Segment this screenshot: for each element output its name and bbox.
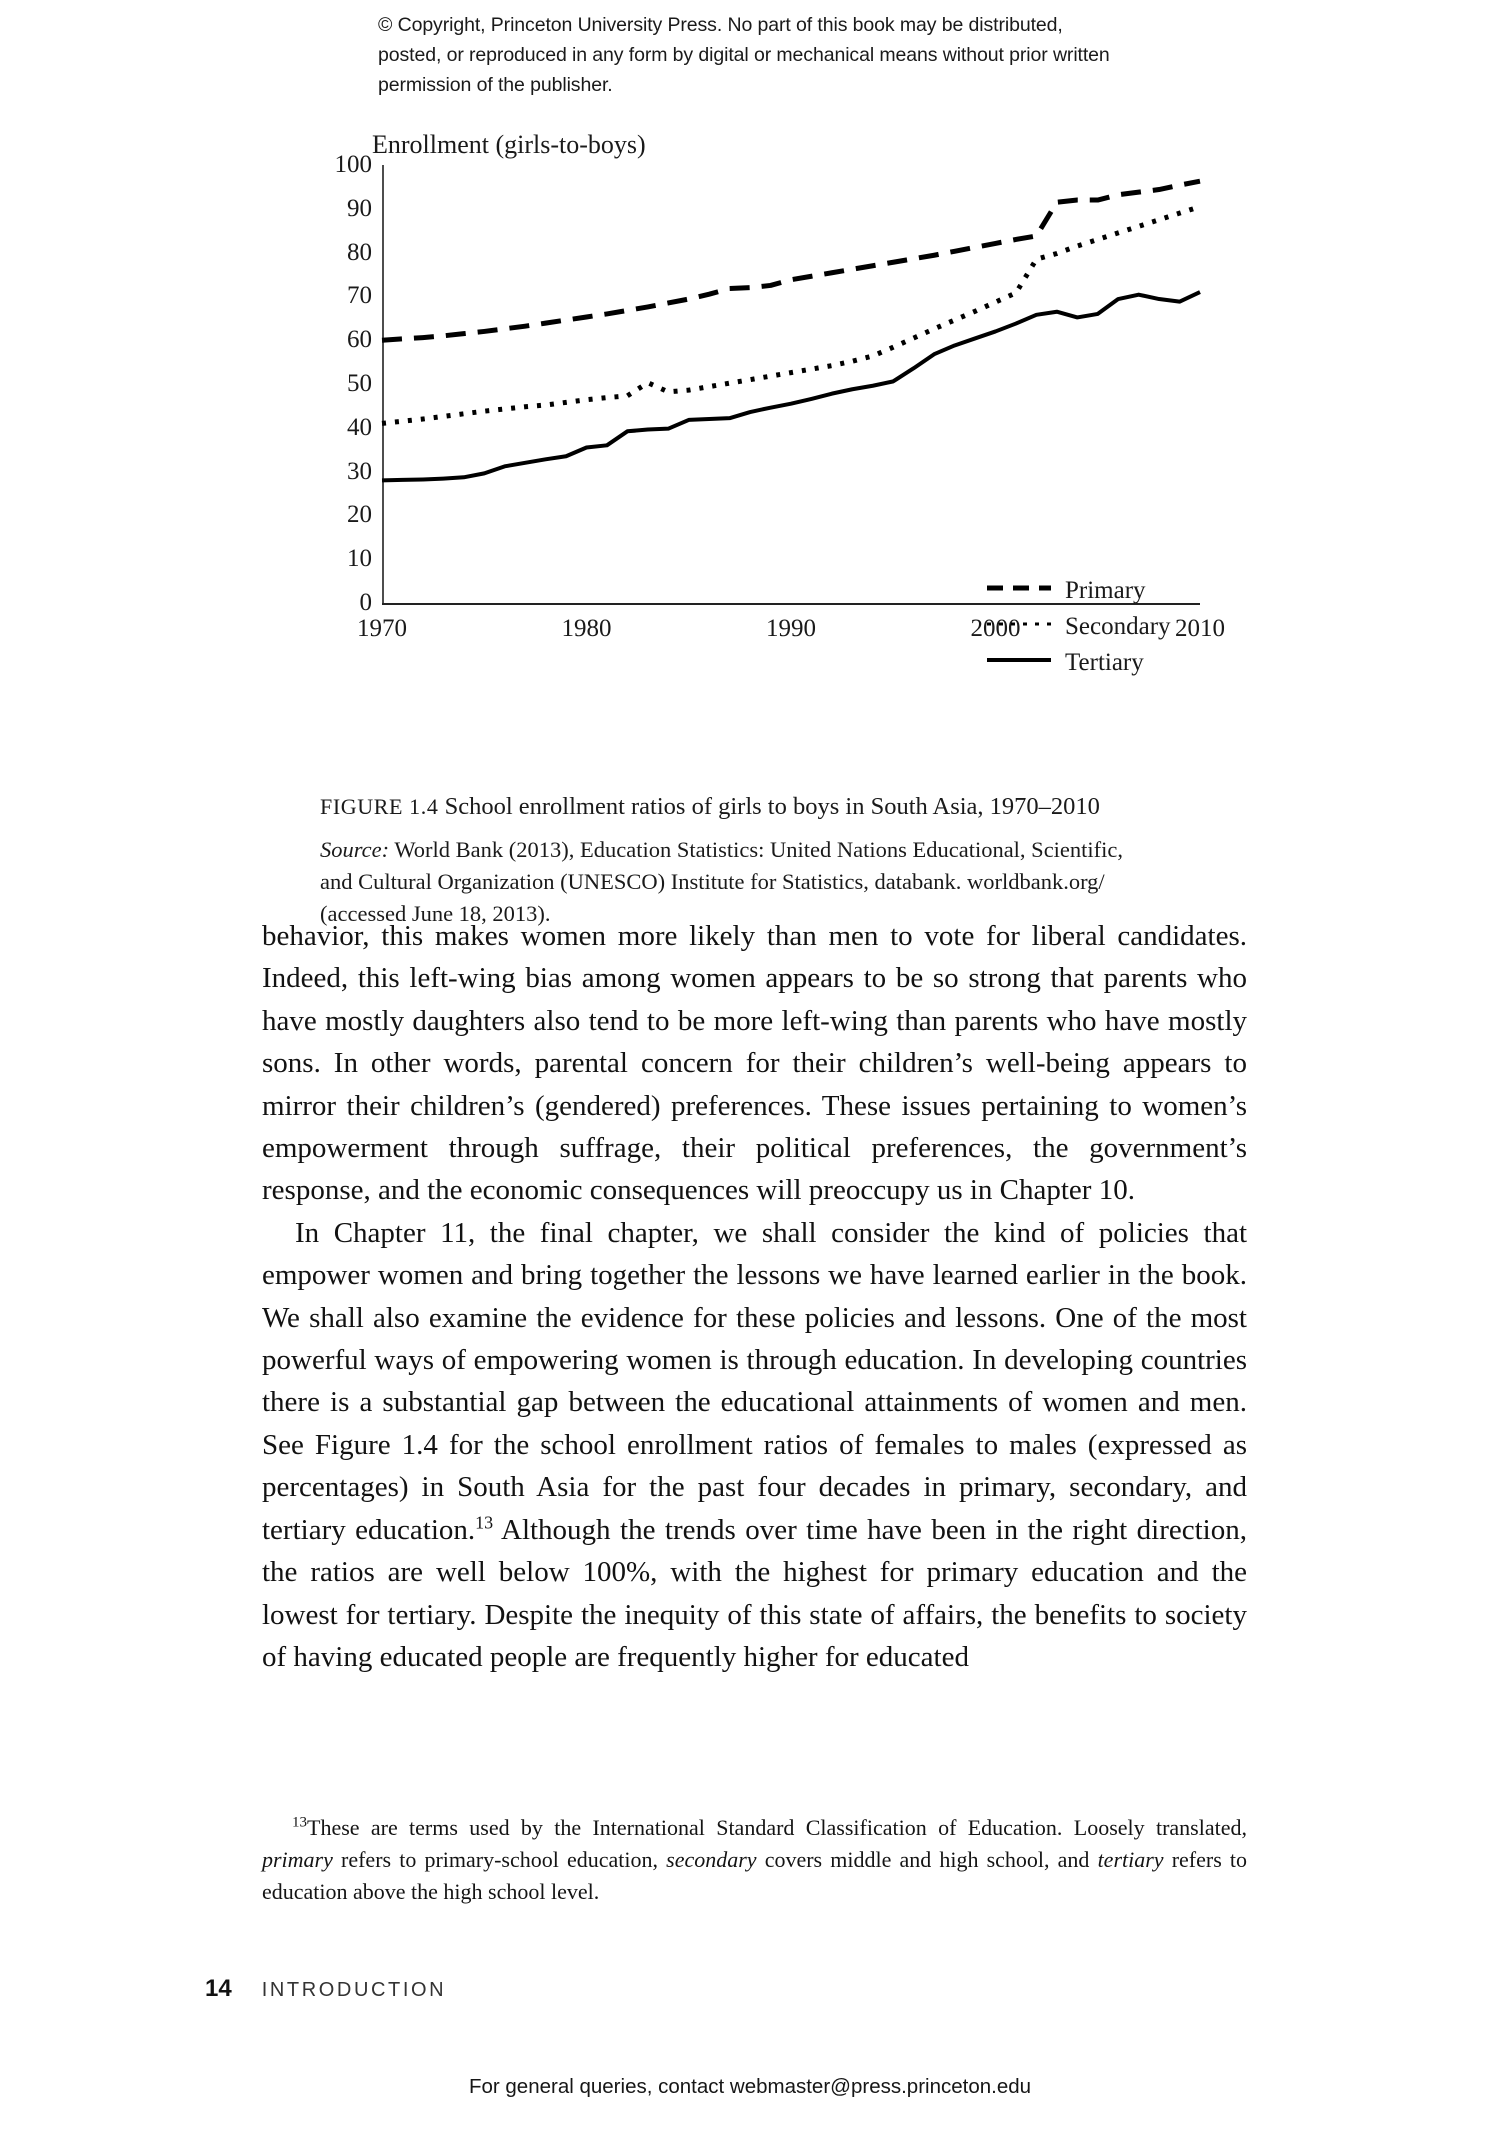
x-tick-label: 2000: [970, 615, 1021, 642]
legend-item: [985, 609, 1255, 645]
footnote-italic-tertiary: tertiary: [1097, 1847, 1164, 1872]
y-tick-label: 60: [347, 326, 372, 354]
footnote-13: [262, 1812, 1247, 1908]
chart-title: Enrollment (girls-to-boys): [372, 130, 646, 159]
footnote-marker: 13: [292, 1814, 307, 1831]
series-lines: [0, 163, 1500, 623]
legend-label: Secondary: [1065, 613, 1171, 640]
y-tick-label: 50: [347, 370, 372, 397]
legend-item: [985, 645, 1255, 681]
x-tick-label: 1990: [766, 615, 816, 642]
legend-key-dashed-icon: [985, 581, 1053, 601]
body-text: [262, 915, 1247, 1678]
chart-container: [0, 118, 1500, 676]
caption-text: School enrollment ratios of girls to boys in South Asia, 1970–2010: [444, 793, 1100, 820]
body-paragraph-1: behavior, this makes women more likely than men to vote for liberal candidates. Indeed, this left-wing bias among women appears to be so strong that parents who have mostly daughters also tend to be more left-wing than parents who have mostly sons. In other words, parental concern for their children’s well-being appears to mirror their children’s (gendered) preferences. These issues pertaining to women’s empowerment through suffrage, their political preferences, the government’s response, and the economic consequences will preoccupy us in Chapter 10.: [262, 920, 1247, 1207]
caption-main-line: [320, 790, 1160, 824]
source-label: Source:: [320, 837, 390, 862]
series-line-tertiary: [382, 292, 1200, 480]
footnote-italic-secondary: secondary: [666, 1847, 757, 1872]
footnote-part-1: These are terms used by the International Standard Classification of Education. Loosely translated,: [307, 1815, 1247, 1840]
page-folio: [205, 1975, 446, 2003]
section-label: INTRODUCTION: [261, 1979, 447, 2001]
footnote-part-3: covers middle and high school, and: [756, 1847, 1098, 1872]
y-tick-label: 10: [347, 545, 372, 573]
series-line-secondary: [382, 207, 1200, 424]
y-tick-label: 40: [347, 413, 372, 441]
footnote-marker-inline: 13: [475, 1512, 494, 1533]
body-paragraph-2-part2: Although the trends over time have been in the right direction, the ratios are well below 100%, with the highest for primary education and the lowest for tertiary. Despite the inequity of this state of affairs, the benefits to society of having educated people are frequently higher for educated: [262, 1513, 1247, 1673]
x-tick-label: 1970: [357, 615, 407, 642]
y-tick-label: 20: [347, 501, 372, 529]
legend-key-dotted-icon: [985, 617, 1053, 637]
y-tick-label: 100: [334, 151, 372, 178]
y-tick-label: 0: [359, 589, 372, 616]
footnote-part-4: refers to education above the high school level.: [262, 1847, 1247, 1904]
copyright-notice: © Copyright, Princeton University Press. No part of this book may be distributed, posted, or reproduced in any form by digital or mechanical means without prior written permission of the publisher.: [378, 14, 1110, 96]
y-tick-label: 90: [347, 194, 372, 222]
source-text: World Bank (2013), Education Statistics: United Nations Educational, Scientific, and Cultural Organization (UNESCO) Institute for Statistics, databank. worldbank.org/ (accessed June 18, 2013).: [320, 837, 1124, 926]
footnote-italic-primary: primary: [262, 1847, 333, 1872]
figure-number: FIGURE 1.4: [320, 794, 439, 819]
legend-key-solid-icon: [985, 653, 1053, 673]
figure-1-4: [0, 118, 1500, 926]
figure-caption: [320, 790, 1160, 930]
body-paragraph-2: [262, 1212, 1247, 1678]
body-paragraph-2-part1: In Chapter 11, the final chapter, we shall consider the kind of policies that empower women and bring together the lessons we have learned earlier in the book. We shall also examine the evidence for these policies and lessons. One of the most powerful ways of empowering women is through education. In developing countries there is a substantial gap between the educational attainments of women and men. See Figure 1.4 for the school enrollment ratios of females to males (expressed as percentages) in South Asia for the past four decades in primary, secondary, and tertiary education.: [262, 1216, 1247, 1546]
x-tick-label: 2010: [1175, 615, 1225, 642]
page-footer-notice: For general queries, contact webmaster@press.princeton.edu: [468, 2075, 1032, 2098]
x-tick-label: 1980: [561, 615, 612, 642]
y-tick-label: 30: [347, 457, 372, 485]
y-tick-label: 80: [347, 238, 372, 266]
legend-label: Tertiary: [1065, 649, 1144, 676]
y-tick-label: 70: [347, 282, 372, 310]
page-number: 14: [205, 1975, 232, 2002]
chart-legend: [985, 573, 1255, 681]
footnote-part-2: refers to primary-school education,: [332, 1847, 667, 1872]
legend-label: Primary: [1065, 577, 1146, 604]
legend-item: [985, 573, 1255, 609]
